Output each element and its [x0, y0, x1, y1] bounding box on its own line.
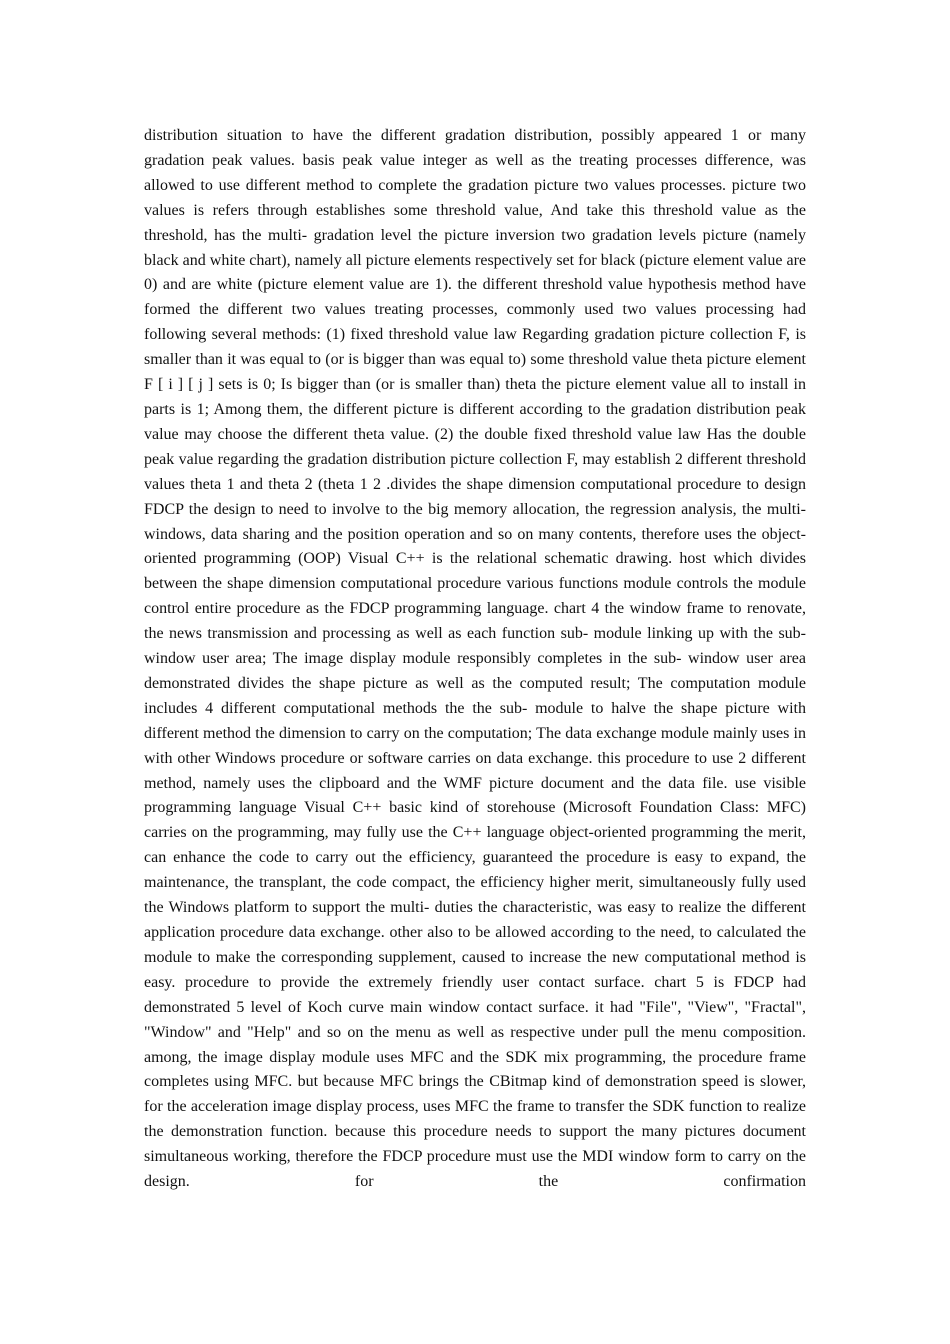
body-paragraph: distribution situation to have the different gradation distribution, possibly appeared 1 or many gradation peak values. basis peak value integer as well as the treating processes difference, was allowed to use different method to complete the gradation picture two values processes. picture two values is refers through establishes some threshold value, And take this threshold value as the threshold, has the multi- gradation level the picture inversion two gradation levels picture (namely black and white chart), namely all picture elements respectively set for black (picture element value are 0) and are white (picture element value are 1). the different threshold value hypothesis method have formed the different two values treating processes, commonly used two values processing had following several methods: (1) fixed threshold value law Regarding gradation picture collection F, is smaller than it was equal to (or is bigger than was equal to) some threshold value theta picture element F [ i ] [ j ] sets is 0; Is bigger than (or is smaller than) theta the picture element value all to install in parts is 1; Among them, the different picture is different according to the gradation distribution peak value may choose the different theta value. (2) the double fixed threshold value law Has the double peak value regarding the gradation distribution picture collection F, may establish 2 different threshold values theta 1 and theta 2 (theta 1 2 .divides the shape dimension computational procedure to design FDCP the design to need to involve to the big memory allocation, the regression analysis, the multi- windows, data sharing and the position operation and so on many contents, therefore uses the object-oriented programming (OOP) Visual C++ is the relational schematic drawing. host which divides between the shape dimension computational procedure various functions module controls the module control entire procedure as the FDCP programming language. chart 4 the window frame to renovate, the news transmission and processing as well as each function sub- module linking up with the sub- window user area; The image display module responsibly completes in the sub- window user area demonstrated divides the shape picture as well as the computed result; The computation module includes 4 different computational methods the the sub- module to halve the shape picture with different method the dimension to carry on the computation; The data exchange module mainly uses in with other Windows procedure or software carries on data exchange. this procedure to use 2 different method, namely uses the clipboard and the WMF picture document and the data file. use visible programming language Visual C++ basic kind of storehouse (Microsoft Foundation Class: MFC) carries on the programming, may fully use the C++ language object-oriented programming the merit, can enhance the code to carry out the efficiency, guaranteed the procedure is easy to expand, the maintenance, the transplant, the code compact, the efficiency higher merit, simultaneously fully used the Windows platform to support the multi- duties the characteristic, was easy to realize the different application procedure data exchange. other also to be allowed according to the need, to calculated the module to make the corresponding supplement, caused to increase the new computational method is easy. procedure to provide the extremely friendly user contact surface. chart 5 is FDCP had demonstrated 5 level of Koch curve main window contact surface. it had "File", "View", "Fractal", "Window" and "Help" and so on the menu as well as respective under pull the menu composition. among, the image display module uses MFC and the SDK mix programming, the procedure frame completes using MFC. but because MFC brings the CBitmap kind of demonstration speed is slower, for the acceleration image display process, uses MFC the frame to transfer the SDK function to realize the demonstration function. because this procedure needs to support the many pictures document simultaneous working, therefore the FDCP procedure must use the MDI window form to carry on the design. for the confirmation: [144, 127, 806, 1191]
